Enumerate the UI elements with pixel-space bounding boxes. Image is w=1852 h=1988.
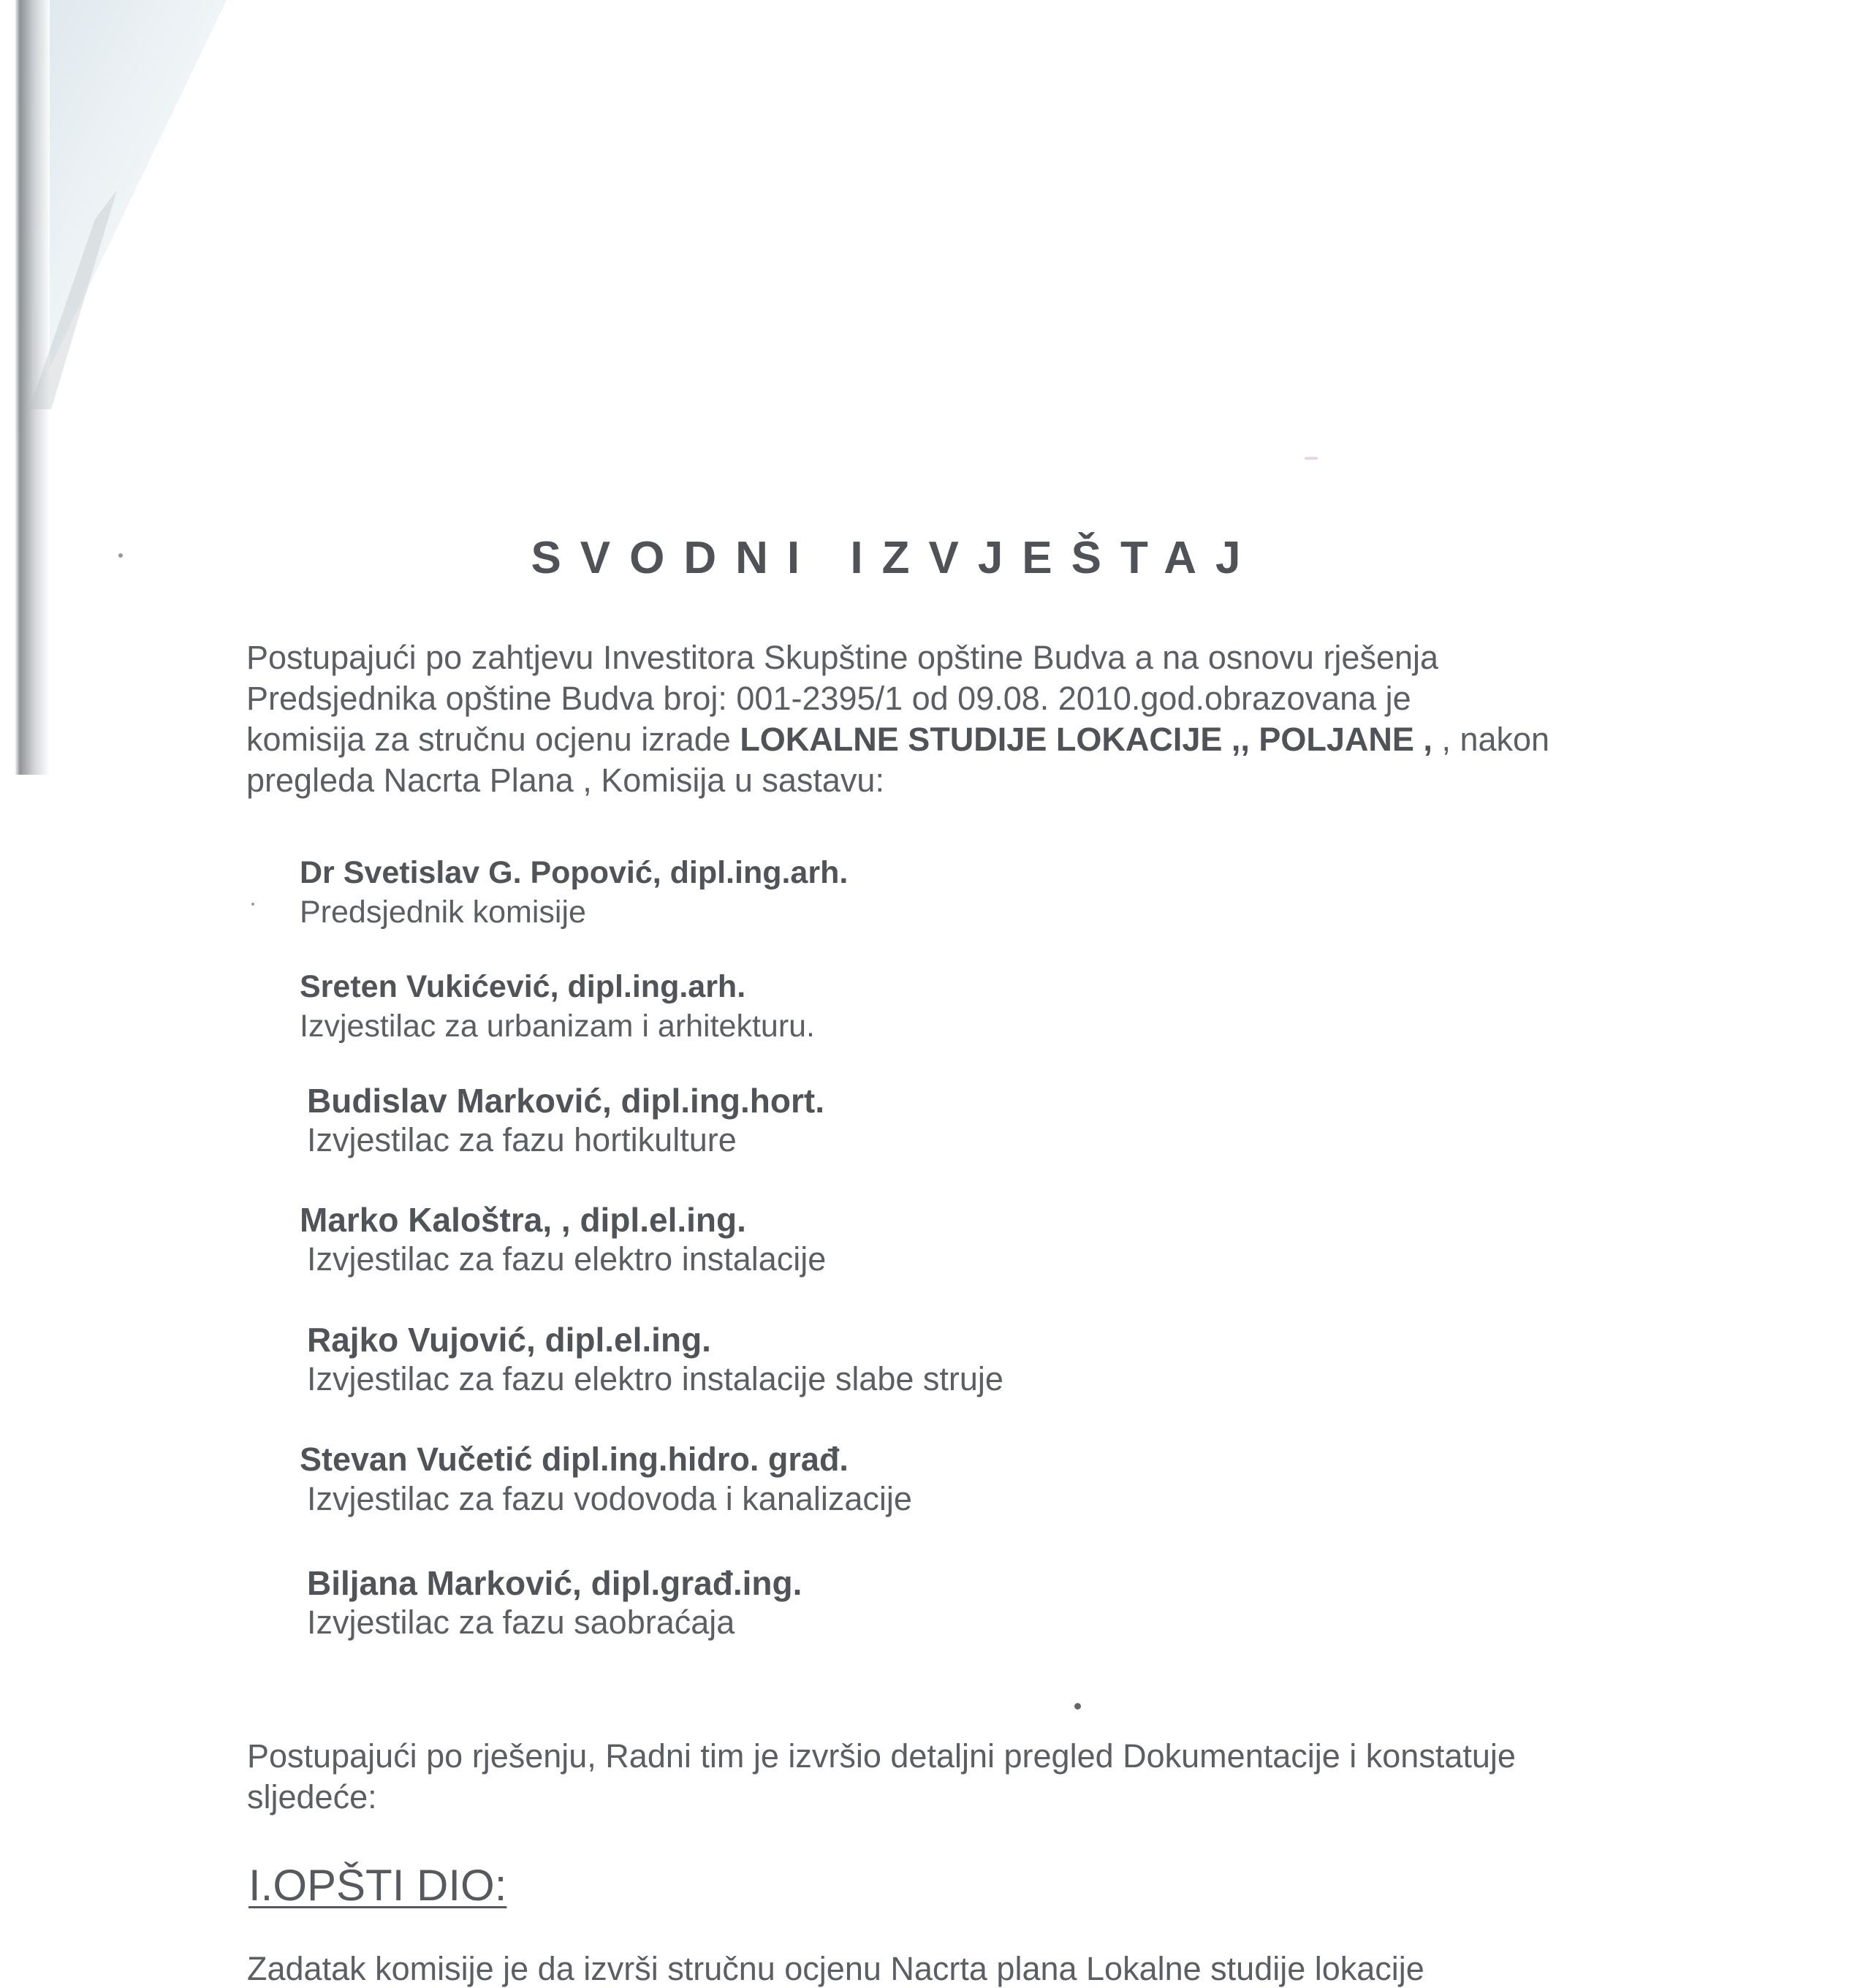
member-name: Biljana Marković, dipl.građ.ing.	[307, 1564, 802, 1602]
intro-line-4: pregleda Nacrta Plana , Komisija u sastavu:	[246, 762, 884, 799]
intro-line-1: Postupajući po zahtjevu Investitora Skupštine opštine Budva a na osnovu rješenja	[246, 639, 1439, 676]
member-role: Izvjestilac za urbanizam i arhitekturu.	[300, 1009, 816, 1044]
member-name: Stevan Vučetić dipl.ing.hidro. građ.	[300, 1441, 849, 1478]
committee-member	[307, 1563, 802, 1642]
committee-member	[300, 967, 815, 1046]
scan-speck	[1074, 1703, 1081, 1710]
intro-paragraph	[246, 637, 1679, 801]
member-role: Izvjestilac za fazu saobraćaja	[307, 1604, 735, 1641]
study-name: LOKALNE STUDIJE LOKACIJE ,, POLJANE ,	[740, 721, 1442, 758]
member-name: Sreten Vukićević, dipl.ing.arh.	[300, 969, 746, 1004]
section-heading: I.OPŠTI DIO:	[248, 1861, 507, 1910]
intro-line-3-start: komisija za stručnu ocjenu izrade	[246, 721, 740, 758]
scan-speck	[251, 903, 254, 906]
intro-line-3-end: , nakon	[1441, 721, 1550, 758]
committee-member	[300, 1440, 912, 1519]
committee-member	[300, 853, 848, 932]
intro-line-3	[246, 719, 1679, 760]
member-role: Izvjestilac za fazu vodovoda i kanalizacije	[307, 1480, 912, 1517]
member-role: Izvjestilac za fazu hortikulture	[307, 1121, 737, 1158]
member-name: Dr Svetislav G. Popović, dipl.ing.arh.	[300, 855, 849, 890]
cut-off-text-line: Zadatak komisije je da izvrši stručnu ocjenu Nacrta plana Lokalne studije lokacije	[247, 1950, 1424, 1987]
member-name: Marko Kaloštra, , dipl.el.ing.	[300, 1201, 746, 1239]
outro-paragraph	[247, 1736, 1680, 1818]
committee-member	[307, 1081, 824, 1160]
scan-speck	[1305, 457, 1318, 460]
intro-line-2: Predsjednika opštine Budva broj: 001-2395/1 od 09.08. 2010.god.obrazovana je	[246, 680, 1411, 717]
member-role: Izvjestilac za fazu elektro instalacije slabe struje	[307, 1360, 1003, 1397]
committee-member	[300, 1200, 826, 1279]
document-title: SVODNI IZVJEŠTAJ	[531, 533, 1260, 583]
committee-member	[307, 1320, 1003, 1399]
outro-line-1: Postupajući po rješenju, Radni tim je izvršio detaljni pregled Dokumentacije i konstatuje	[247, 1737, 1516, 1775]
member-name: Budislav Marković, dipl.ing.hort.	[307, 1082, 824, 1120]
member-role: Izvjestilac za fazu elektro instalacije	[307, 1240, 827, 1278]
member-name: Rajko Vujović, dipl.el.ing.	[307, 1321, 711, 1359]
member-role: Predsjednik komisije	[300, 895, 586, 930]
outro-line-2: sljedeće:	[247, 1778, 377, 1816]
scan-speck	[118, 553, 123, 558]
